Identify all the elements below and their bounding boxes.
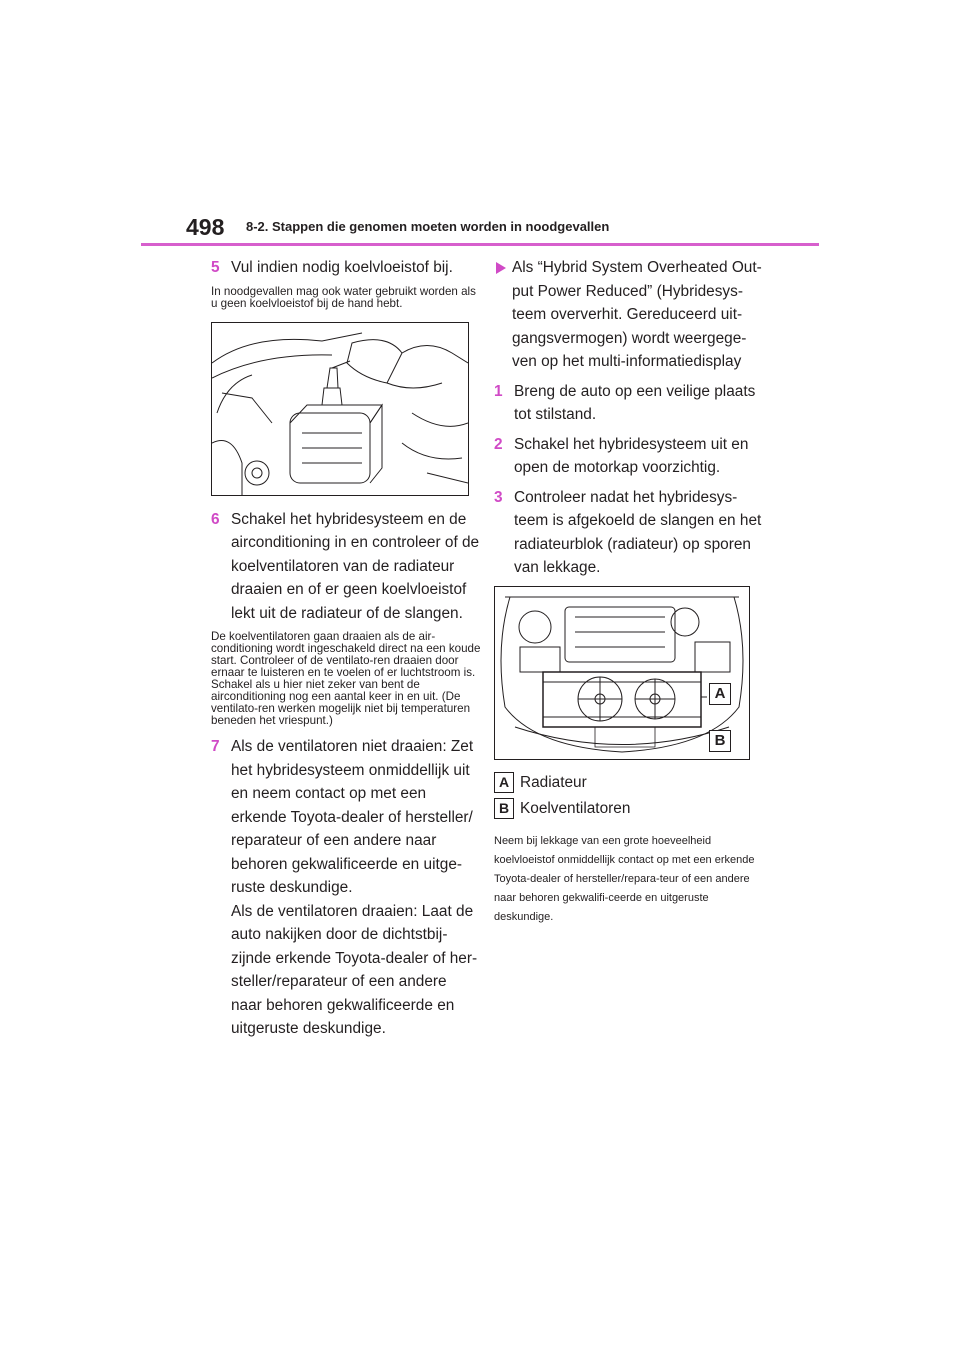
section-title: 8-2. Stappen die genomen moeten worden in noodgevallen: [246, 219, 610, 234]
warning-heading: [494, 256, 764, 374]
note-water: In noodgevallen mag ook water gebruikt worden als u geen koelvloeistof bij de hand hebt.: [211, 284, 476, 310]
coolant-refill-drawing: [212, 323, 468, 495]
step-number: 5: [211, 259, 220, 276]
arrow-right-icon: [496, 262, 506, 274]
right-column: [494, 256, 764, 927]
step-number: 7: [211, 738, 220, 755]
legend-key: B: [494, 798, 514, 819]
legend-item-radiator: [494, 772, 764, 798]
callout-a: A: [709, 683, 731, 705]
step-2: [494, 433, 764, 480]
step-text: Vul indien nodig koelvloeistof bij.: [231, 259, 453, 276]
page-number: 498: [186, 214, 225, 240]
step-1: [494, 380, 764, 427]
note-leakage: Neem bij lekkage van een grote hoeveelheid koelvloeistof onmiddellijk contact op met een erkende Toyota-dealer of hersteller/repara-teur of een andere naar behoren gekwalifi-ceerde en uitgeruste deskundige.: [494, 834, 755, 923]
step-number: 3: [494, 488, 503, 506]
step-number: 2: [494, 435, 503, 453]
coolant-refill-illustration: [211, 322, 469, 496]
warning-heading-text: Als “Hybrid System Overheated Out-put Power Reduced” (Hybridesys-teem oververhit. Gereduceerd uit-gangsvermogen) wordt weergege-ven op het multi-informatiedisplay: [512, 259, 762, 370]
step-text: Schakel het hybridesysteem uit en open de motorkap voorzichtig.: [514, 435, 749, 476]
step-text: Schakel het hybridesysteem en de airconditioning in en controleer of de koelventilatoren van de radiateur draaien en of er geen koelvloeistof lekt uit de radiateur of de slangen.: [231, 510, 480, 622]
legend-item-fans: [494, 798, 764, 824]
step-text: Breng de auto op een veilige plaats tot stilstand.: [514, 382, 756, 423]
step-text: Controleer nadat het hybridesys-teem is afgekoeld de slangen en het radiateurblok (radiateur) op sporen van lekkage.: [514, 488, 762, 576]
step-6: [211, 508, 481, 626]
legend-label: Radiateur: [520, 773, 587, 791]
left-column: [211, 256, 481, 1047]
step-text: Als de ventilatoren niet draaien: Zet het hybridesysteem onmiddellijk uit en neem contact op met een erkende Toyota-dealer of hersteller/ reparateur of een andere naar behoren gekwalificeerde en uitge-ruste deskundige.: [231, 738, 474, 896]
note-fans: De koelventilatoren gaan draaien als de air-conditioning wordt ingeschakeld direct na een koude start. Controleer of de ventilato-ren draaien door ernaar te luisteren en te voelen of er luchtstroom is. Schakel als u hier niet zeker van bent de airconditioning nog een aantal keer in en uit. (De ventilato-ren werken mogelijk niet bij temperaturen beneden het vriespunt.): [211, 630, 481, 727]
legend-key: A: [494, 772, 514, 793]
step-7: [211, 735, 481, 1041]
step-3: [494, 486, 764, 580]
header-rule: [141, 243, 819, 246]
step-text-continued: Als de ventilatoren draaien: Laat de auto nakijken door de dichtstbij-zijnde erkende Toyota-dealer of her-steller/reparateur of een andere naar behoren gekwalificeerde en uitgeruste deskundige.: [231, 902, 478, 1037]
callout-b: B: [709, 730, 731, 752]
step-5: [211, 256, 481, 280]
legend-label: Koelventilatoren: [520, 799, 631, 817]
step-number: 6: [211, 510, 220, 528]
engine-bay-illustration: [494, 586, 750, 760]
step-number: 1: [494, 382, 503, 400]
